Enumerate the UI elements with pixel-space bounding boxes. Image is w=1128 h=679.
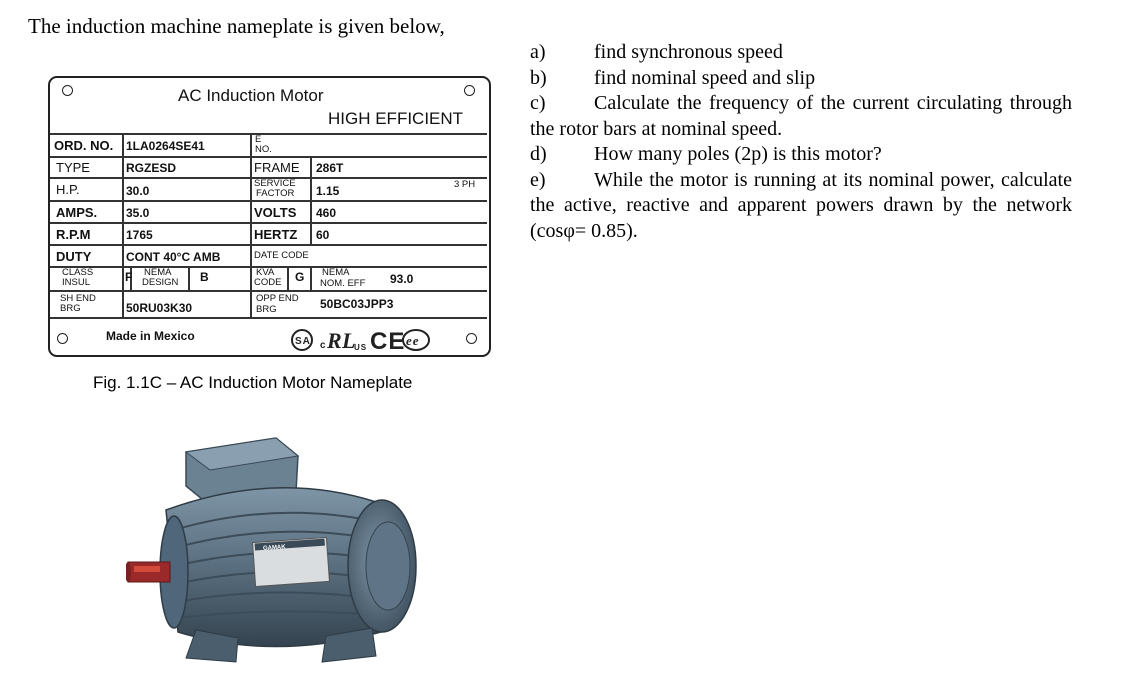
question-text: find synchronous speed xyxy=(594,41,783,63)
rpm-label: R.P.M xyxy=(56,227,91,242)
duty-value: CONT 40°C AMB xyxy=(126,250,221,264)
question-list xyxy=(530,40,1072,244)
induction-motor-image xyxy=(126,430,426,670)
duty-label: DUTY xyxy=(56,249,92,264)
nema-design-label: DESIGN xyxy=(142,277,179,288)
frame-label: FRAME xyxy=(254,160,300,175)
ord-label: ORD. NO. xyxy=(54,138,114,153)
amps-value: 35.0 xyxy=(126,206,150,220)
grid-line xyxy=(310,266,312,290)
svg-text:US: US xyxy=(354,343,368,352)
grid-line xyxy=(50,290,487,292)
sh-end-label: SH END xyxy=(60,293,96,304)
question-item xyxy=(530,91,1072,142)
figure-caption: Fig. 1.1C – AC Induction Motor Nameplate xyxy=(93,373,413,392)
made-in-label: Made in Mexico xyxy=(106,329,195,343)
phase-label: 3 PH xyxy=(454,179,476,190)
sh-end-label: BRG xyxy=(60,303,81,314)
question-item xyxy=(530,66,1072,92)
kva-code-label: CODE xyxy=(254,277,282,288)
service-factor-value: 1.15 xyxy=(316,184,340,198)
grid-line xyxy=(122,133,124,317)
question-text: Calculate the frequency of the current circulating through the rotor bars at nominal speed. xyxy=(530,92,1072,140)
grid-line xyxy=(50,222,487,224)
certification-marks xyxy=(290,326,465,360)
question-label: e) xyxy=(530,168,546,191)
volts-label: VOLTS xyxy=(254,205,297,220)
ord-value: 1LA0264SE41 xyxy=(126,139,205,153)
e-label: E xyxy=(255,134,262,145)
intro-text: The induction machine nameplate is given below, xyxy=(28,14,445,38)
sh-end-value: 50RU03K30 xyxy=(126,301,193,315)
svg-text:c: c xyxy=(320,340,327,351)
mounting-hole-icon xyxy=(464,85,475,96)
grid-line xyxy=(50,133,250,135)
nema-eff-value: 93.0 xyxy=(390,272,414,286)
mounting-hole-icon xyxy=(57,333,68,344)
nameplate-subtitle: HIGH EFFICIENT xyxy=(328,109,464,128)
svg-text:SA: SA xyxy=(295,336,311,347)
nema-design-label: NEMA xyxy=(144,267,172,278)
svg-text:CE: CE xyxy=(370,328,406,354)
volts-value: 460 xyxy=(316,206,337,220)
grid-line xyxy=(188,266,190,290)
svg-text:ee: ee xyxy=(406,333,420,348)
question-label: c) xyxy=(530,92,546,114)
kva-code-label: KVA xyxy=(256,267,275,278)
nema-design-value: B xyxy=(200,270,209,284)
svg-text:L: L xyxy=(342,328,357,353)
type-value: RGZESD xyxy=(126,161,177,175)
question-item xyxy=(530,142,1072,168)
question-item xyxy=(530,168,1072,245)
type-label: TYPE xyxy=(56,160,90,175)
amps-label: AMPS. xyxy=(56,205,98,220)
grid-line xyxy=(250,133,487,135)
grid-line xyxy=(50,200,487,202)
question-label: a) xyxy=(530,41,546,63)
frame-value: 286T xyxy=(316,161,344,175)
question-text: While the motor is running at its nominal power, calculate the active, reactive and apparent powers drawn by the network (cosφ= 0.85). xyxy=(530,168,1072,242)
question-label: d) xyxy=(530,143,547,165)
class-insul-value: F xyxy=(125,270,133,284)
opp-end-label: OPP END xyxy=(256,293,299,304)
hertz-label: HERTZ xyxy=(254,227,298,242)
hp-value: 30.0 xyxy=(126,184,150,198)
class-insul-label: CLASS xyxy=(62,267,94,278)
grid-line xyxy=(50,244,487,246)
grid-line xyxy=(50,317,487,319)
rpm-value: 1765 xyxy=(126,228,153,242)
nema-eff-label: NOM. EFF xyxy=(320,278,366,289)
hp-label: H.P. xyxy=(56,182,80,197)
question-item xyxy=(530,40,1072,66)
grid-line xyxy=(310,156,312,244)
nema-eff-label: NEMA xyxy=(322,267,350,278)
svg-text:R: R xyxy=(327,328,343,353)
class-insul-label: INSUL xyxy=(62,277,90,288)
question-text: find nominal speed and slip xyxy=(594,66,816,89)
grid-line xyxy=(250,133,252,317)
grid-line xyxy=(50,156,487,158)
grid-line xyxy=(287,266,289,290)
no-label: NO. xyxy=(255,144,272,155)
opp-end-value: 50BC03JPP3 xyxy=(320,297,394,311)
mounting-hole-icon xyxy=(466,333,477,344)
opp-end-label: BRG xyxy=(256,304,277,315)
motor-nameplate xyxy=(48,76,491,357)
mounting-hole-icon xyxy=(62,85,73,96)
certification-logos-icon xyxy=(290,326,465,354)
induction-motor-icon xyxy=(126,430,426,670)
nameplate-title: AC Induction Motor xyxy=(178,86,324,105)
service-factor-label: SERVICE xyxy=(254,178,296,189)
question-text: How many poles (2p) is this motor? xyxy=(594,143,882,165)
hertz-value: 60 xyxy=(316,228,330,242)
question-label: b) xyxy=(530,66,547,89)
service-factor-label: FACTOR xyxy=(256,188,295,199)
motor-plate-brand: GAMAK xyxy=(262,544,286,552)
date-code-label: DATE CODE xyxy=(254,250,309,261)
kva-code-value: G xyxy=(295,270,305,284)
